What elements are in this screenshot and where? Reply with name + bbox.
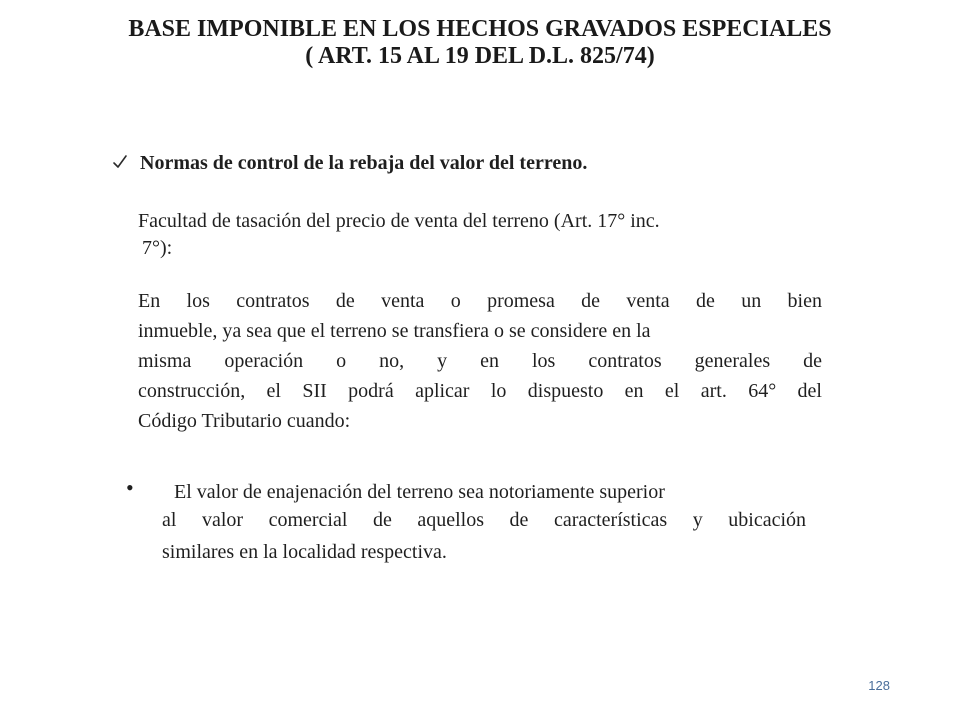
checkmark-icon [112,154,128,170]
facultad-line-2: 7°): [142,237,173,259]
paragraph-line-5: Código Tributario cuando: [138,410,351,432]
paragraph-line-1: En los contratos de venta o promesa de venta de un bien [138,290,822,312]
facultad-line-1: Facultad de tasación del precio de venta del terreno (Art. 17° inc. [138,210,660,232]
slide-title-line-1: BASE IMPONIBLE EN LOS HECHOS GRAVADOS ESPECIALES [128,16,832,42]
paragraph-line-3: misma operación o no, y en los contratos generales de [138,350,822,372]
body-paragraph [138,286,822,436]
bullet-line-1: El valor de enajenación del terreno sea notoriamente superior [174,481,665,503]
section-heading-row [112,150,587,176]
slide-title [0,16,960,70]
facultad-text [138,208,798,262]
slide-title-line-2: ( ART. 15 AL 19 DEL D.L. 825/74) [305,43,655,69]
paragraph-line-4: construcción, el SII podrá aplicar lo dispuesto en el art. 64° del [138,380,822,402]
section-heading: Normas de control de la rebaja del valor del terreno. [140,152,588,174]
bullet-line-3: similares en la localidad respectiva. [162,541,447,563]
paragraph-line-2: inmueble, ya sea que el terreno se transfiera o se considere en la [138,320,651,342]
page-number: 128 [868,678,890,693]
bullet-line-2: al valor comercial de aquellos de características y ubicación [162,509,806,531]
bullet-dot-icon: • [126,475,134,500]
bullet-text [162,478,810,566]
